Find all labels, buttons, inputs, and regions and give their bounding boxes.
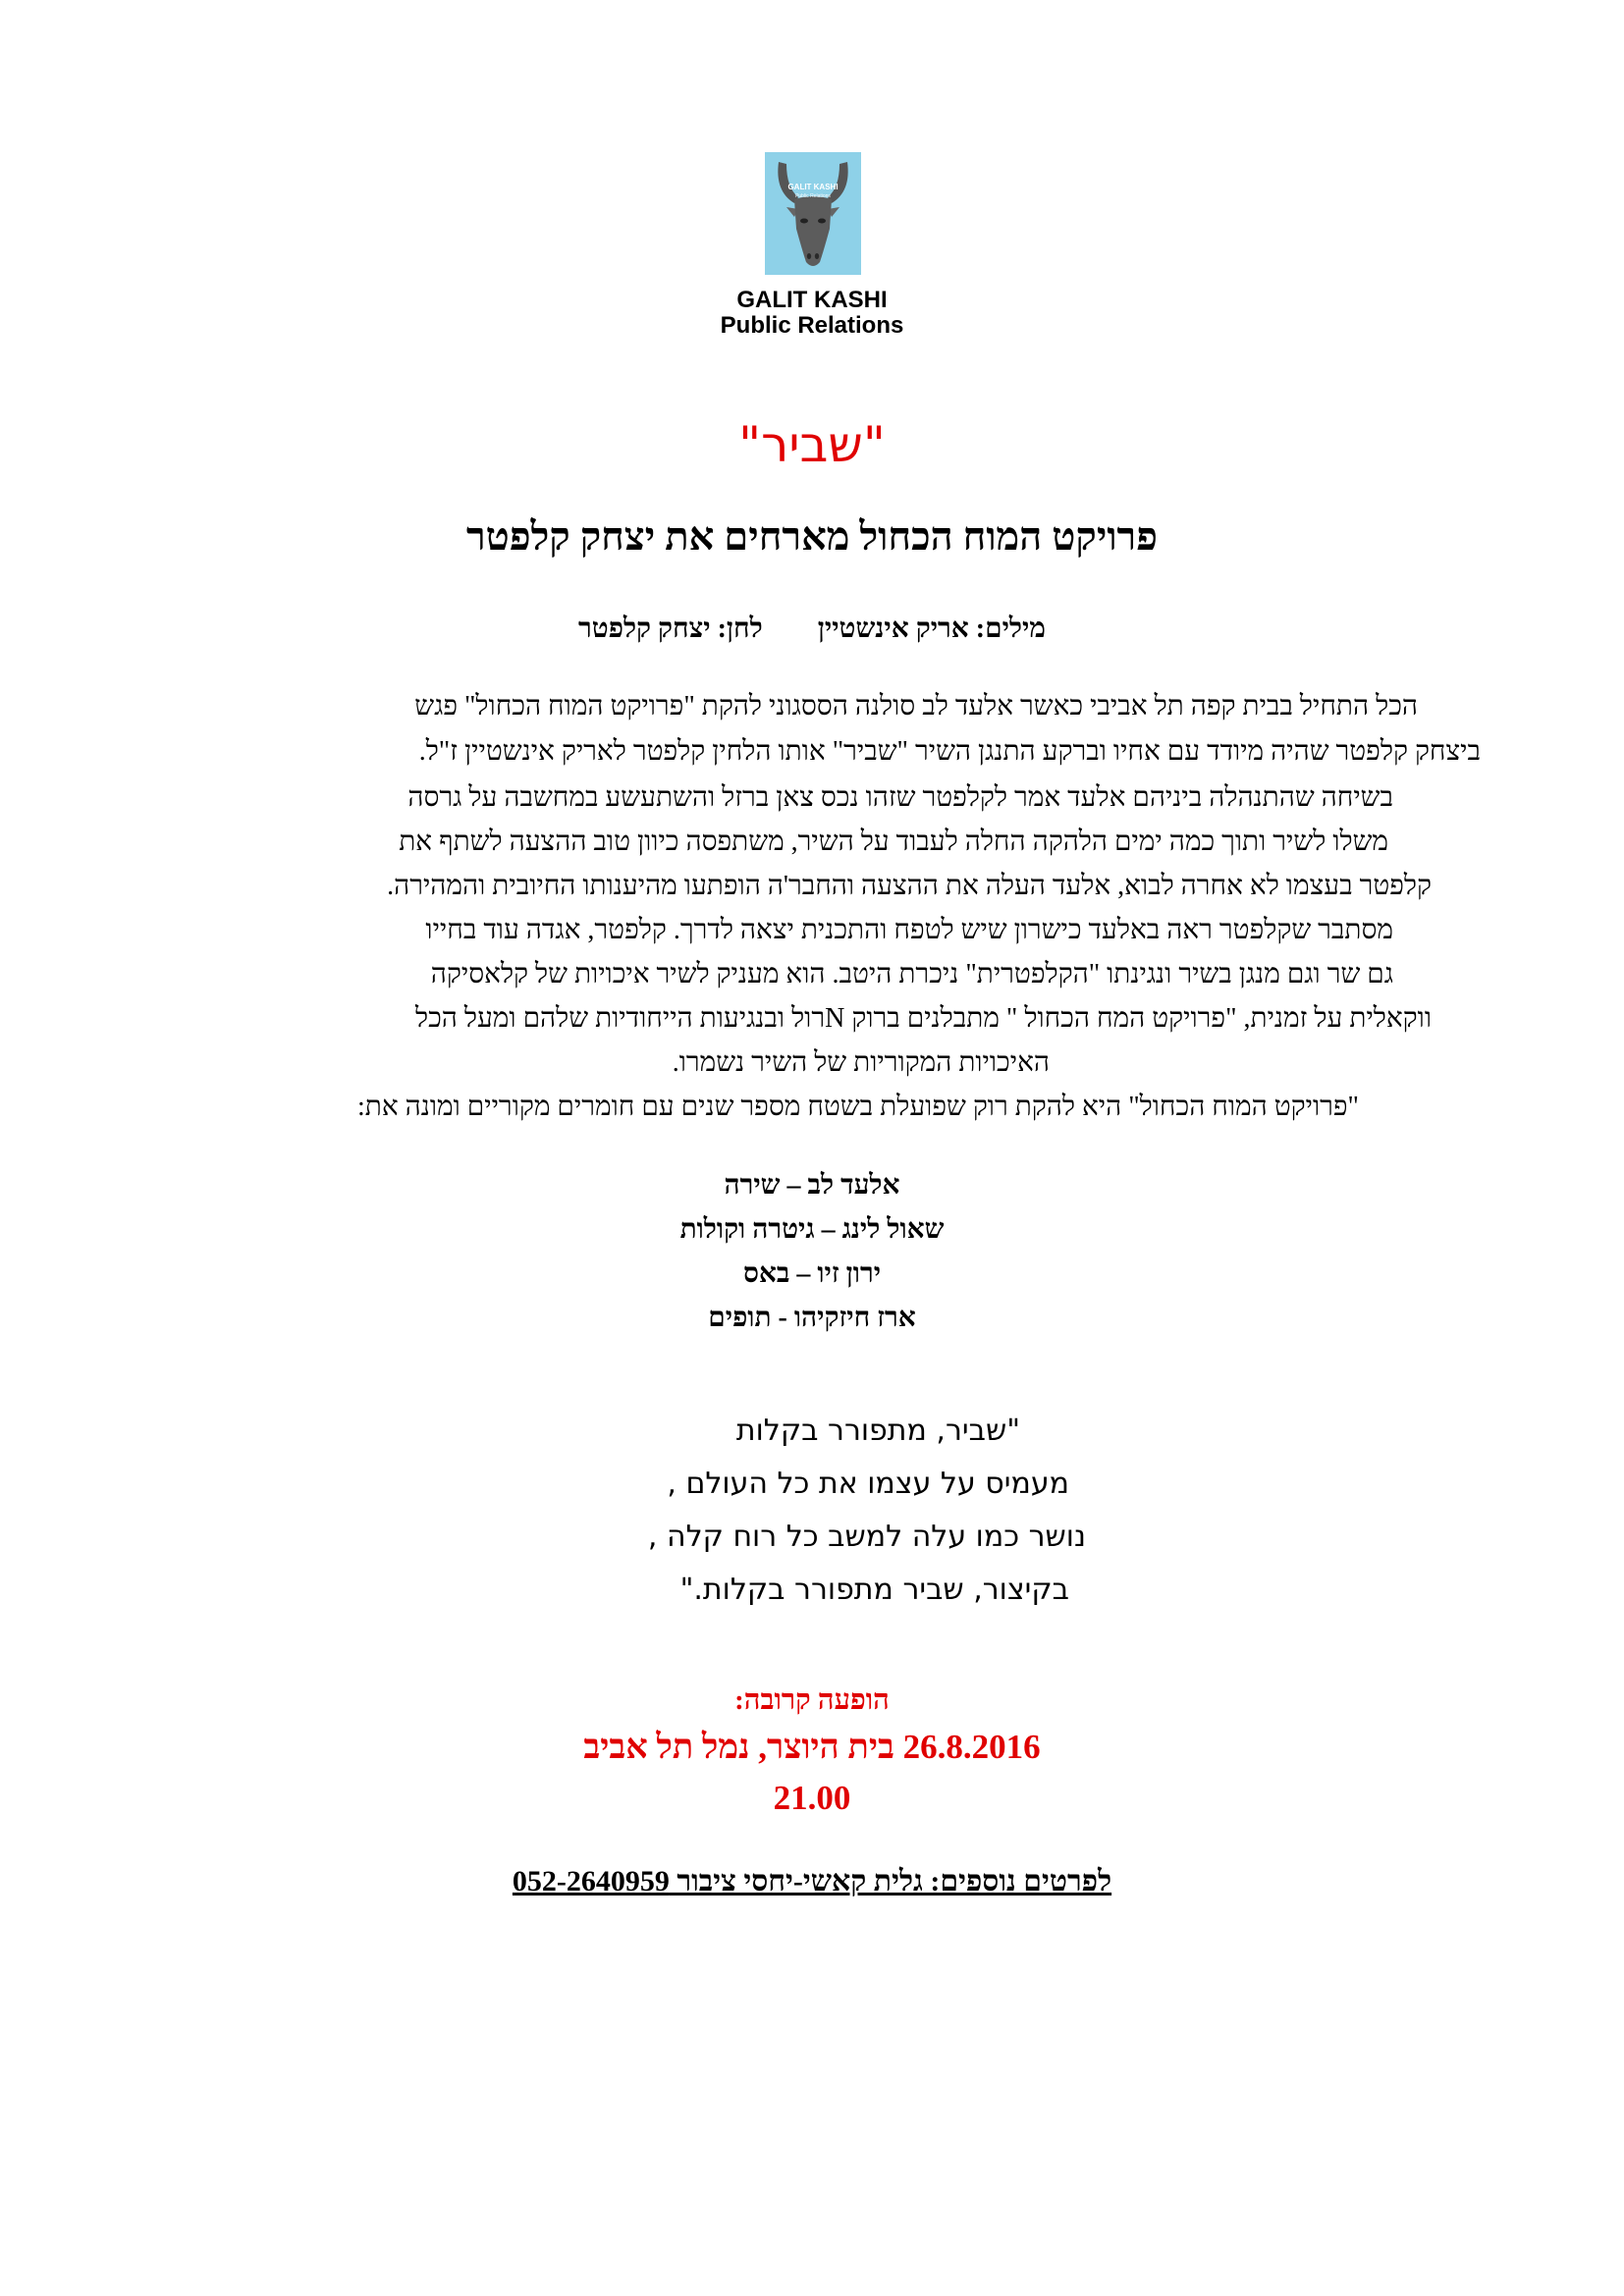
- body-line: משלו לשיר ותוך כמה ימים הלהקה החלה לעבוד על השיר, משתפסה כיוון טוב ההצעה לשתף את: [399, 827, 1388, 857]
- body-line: ביצחק קלפטר שהיה מיודד עם אחיו וברקע התנגן השיר "שביר" אותו הלחין קלפטר לאריק אינשטיין ז"ל.: [418, 736, 1481, 767]
- logo-badge-text: GALIT KASHI: [787, 183, 839, 191]
- page-subtitle: פרויקט המוח הכחול מארחים את יצחק קלפטר: [466, 514, 1158, 559]
- page-title: "שביר": [738, 416, 886, 473]
- company-logo: [765, 152, 861, 275]
- lineup-item: ארז חיזקיהו - תופים: [708, 1303, 916, 1333]
- body-line: קלפטר בעצמו לא אחרה לבוא, אלעד העלה את ההצעה והחבר'ה הופתעו מהיענותו החיובית והמהירה.: [387, 871, 1432, 901]
- event-date-place: 26.8.2016 בית היוצר, נמל תל אביב: [583, 1728, 1041, 1766]
- lyric-line: מעמיס על עצמו את כל העולם ,: [667, 1467, 1069, 1501]
- lyrics-credit: מילים: אריק אינשטיין: [817, 614, 1046, 644]
- lyric-line: בקיצור, שביר מתפורר בקלות.": [679, 1573, 1069, 1607]
- lineup-item: אלעד לב – שירה: [724, 1170, 900, 1201]
- body-line: מסתבר שקלפטר ראה באלעד כישרון שיש לטפח והתכנית יצאה לדרך. קלפטר, אגדה עוד בחייו: [425, 915, 1393, 945]
- event-time: 21.00: [773, 1779, 851, 1817]
- lyric-line: "שביר, מתפורר בקלות: [735, 1414, 1020, 1448]
- contact-info: לפרטים נוספים: גלית קאשי-יחסי ציבור 052-2640959: [512, 1865, 1112, 1897]
- body-line: ווקאלית על זמנית, "פרויקט המח הכחול " מתבלנים ברוק Nרול ובנגיעות הייחודיות שלהם ומעל הכל: [414, 1003, 1432, 1034]
- song-credits: [0, 614, 1624, 645]
- body-line: "פרויקט המוח הכחול" היא להקת רוק שפועלת בשטח מספר שנים עם חומרים מקוריים ומונה את:: [356, 1092, 1359, 1122]
- body-line: גם שר וגם מנגן בשיר ונגינתו "הקלפטרית" ניכרת היטב. הוא מעניק לשיר איכויות של קלאסיקה: [430, 959, 1393, 989]
- body-line: הכל התחיל בבית קפה תל אביבי כאשר אלעד לב סולנה הססגוני להקת "פרויקט המוח הכחול" פגש: [414, 691, 1418, 721]
- body-line: האיכויות המקוריות של השיר נשמרו.: [672, 1047, 1050, 1078]
- music-credit: לחן: יצחק קלפטר: [578, 614, 763, 644]
- body-line: בשיחה שהתנהלה ביניהם אלעד אמר לקלפטר שזהו נכס צאן ברזל והשתעשע במחשבה על גרסה: [407, 782, 1393, 813]
- lineup-item: ירון זיו – באס: [742, 1258, 882, 1289]
- lineup-item: שאול לינג – גיטרה וקולות: [679, 1214, 945, 1245]
- event-heading: הופעה קרובה:: [734, 1684, 890, 1716]
- logo-badge-subtext: Public Relations: [795, 193, 831, 199]
- lyric-line: נושר כמו עלה למשב כל רוח קלה ,: [647, 1520, 1086, 1554]
- bull-head-icon: [765, 152, 861, 275]
